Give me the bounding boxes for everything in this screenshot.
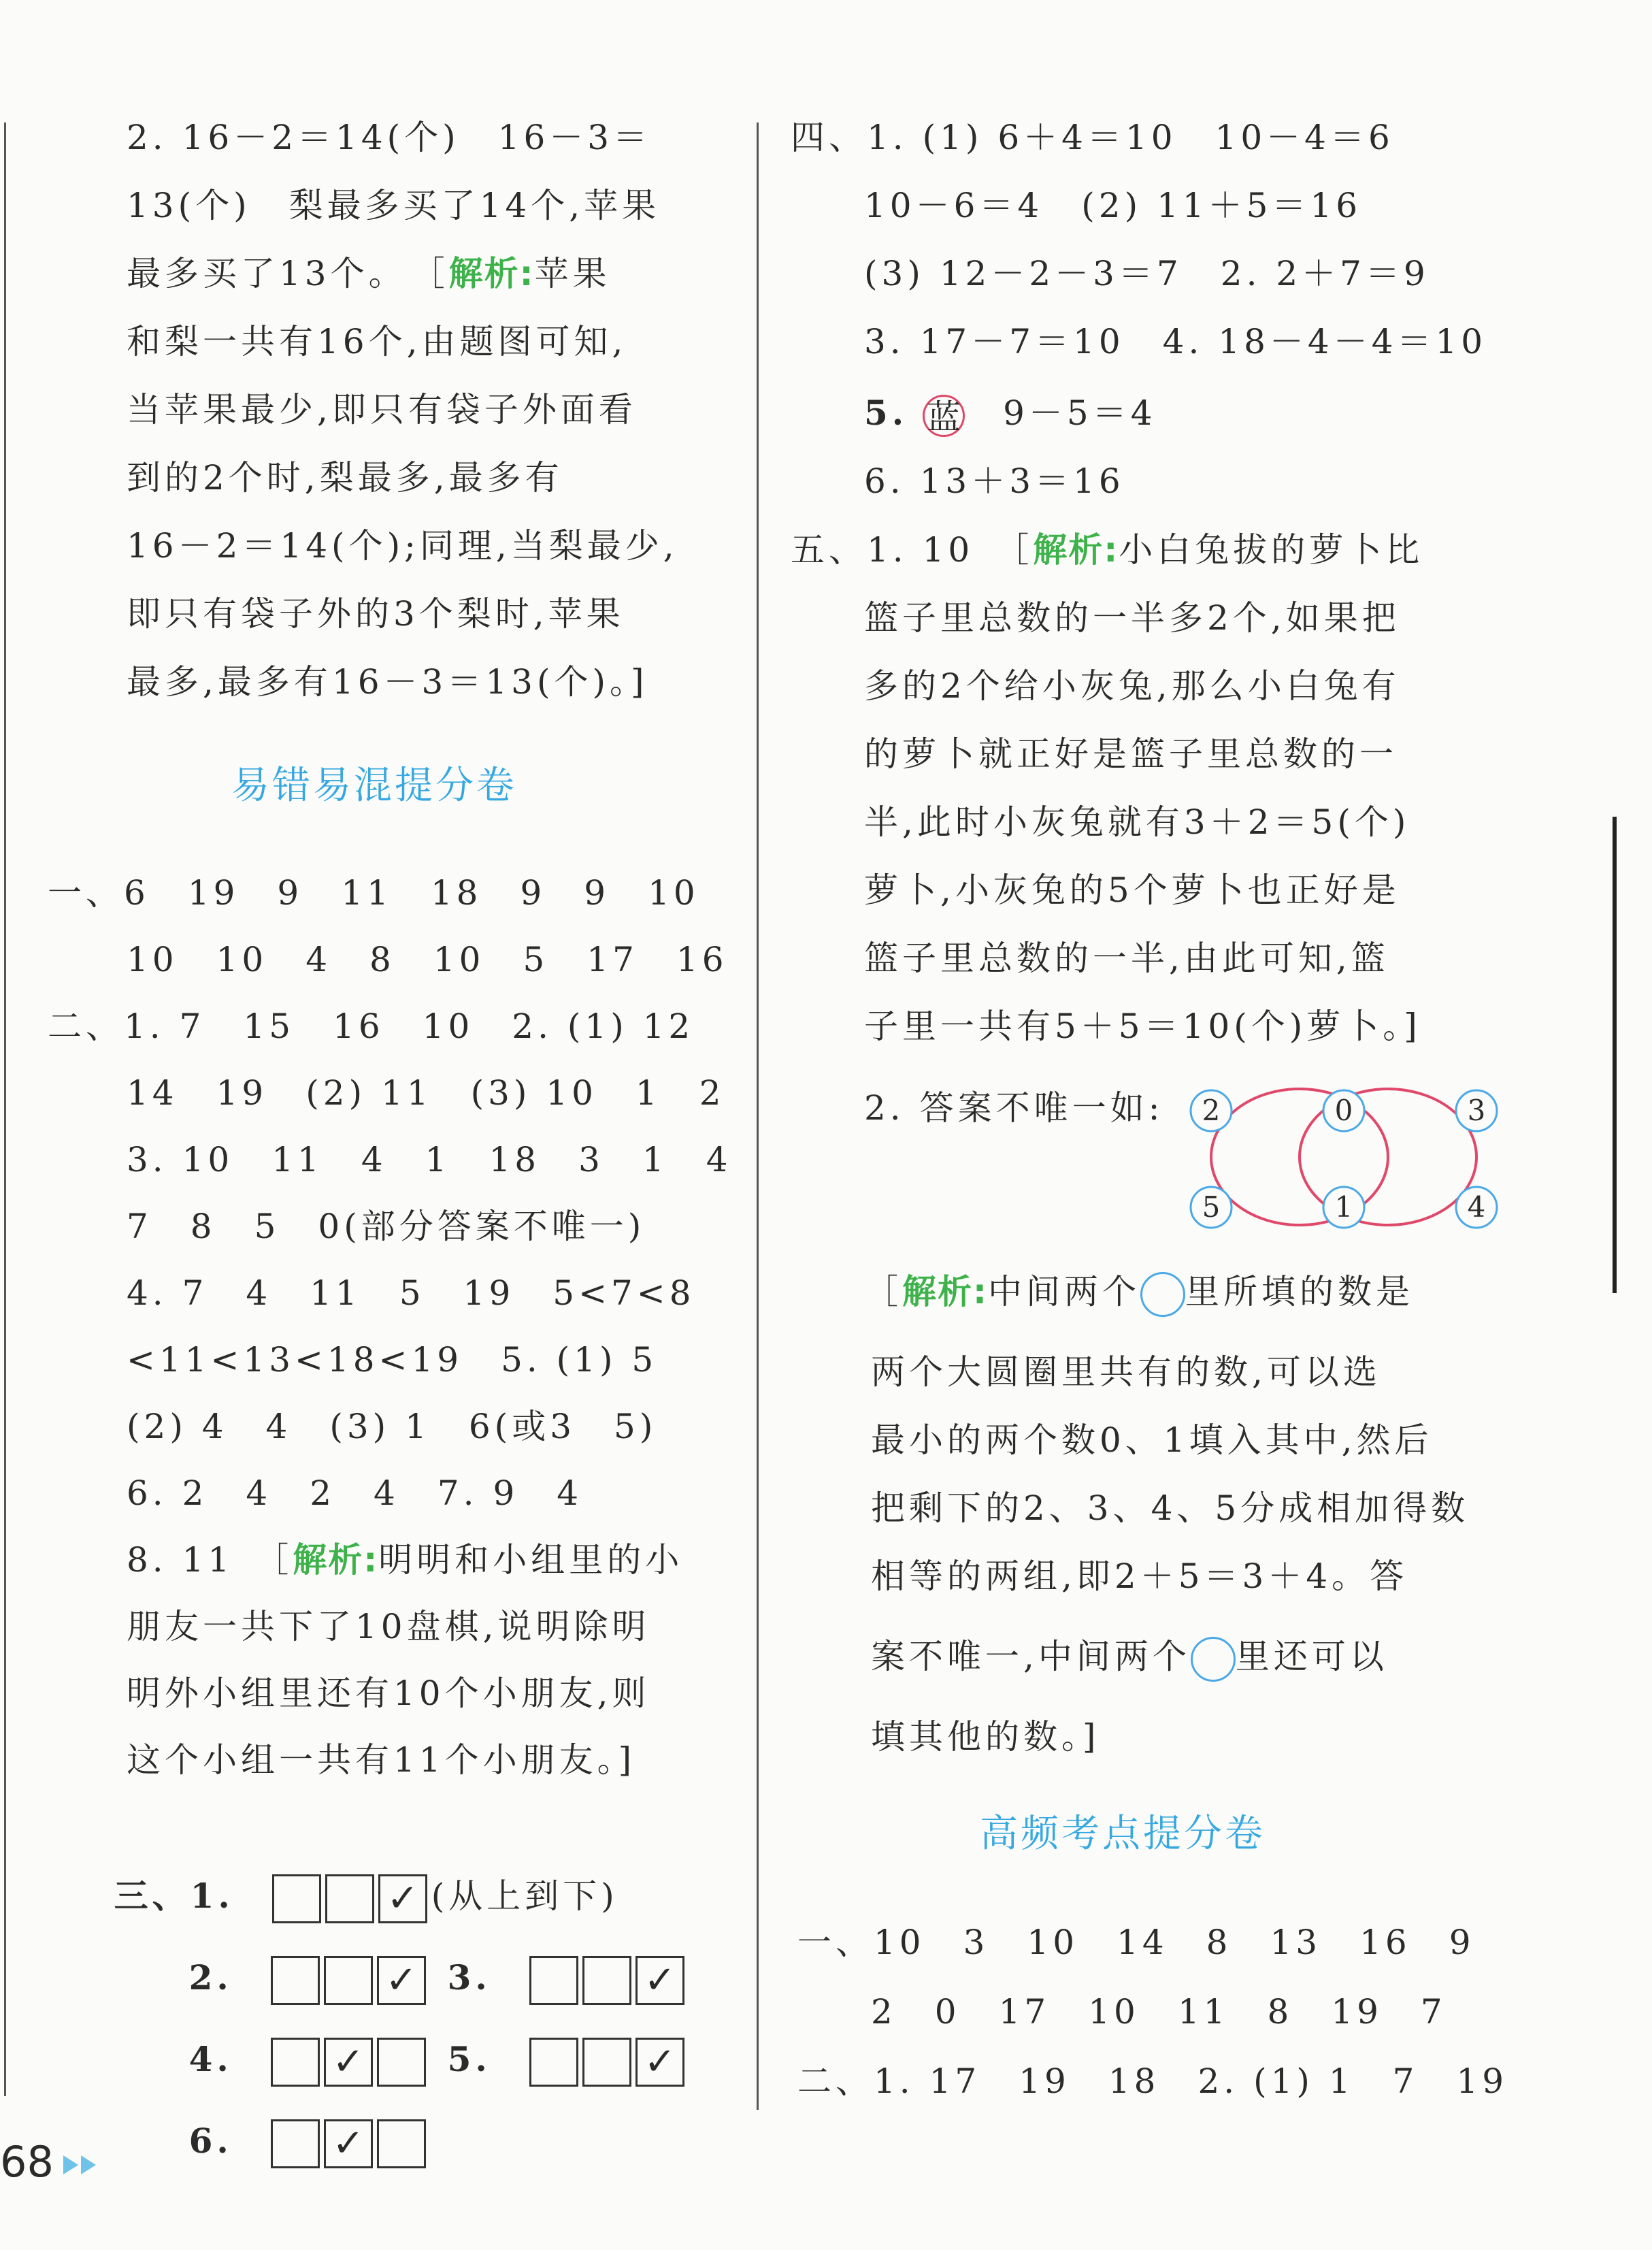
answer-line: 四、1. (1) 6＋4＝10 10－4＝6	[791, 118, 1394, 157]
ring-node	[1323, 1090, 1364, 1131]
answer-line: 明外小组里还有10个小朋友,则	[127, 1674, 650, 1713]
answer-line: 的萝卜就正好是篮子里总数的一	[864, 734, 1398, 774]
answer-line: 篮子里总数的一半,由此可知,篮	[864, 939, 1389, 978]
jiexi-label: 解析:	[293, 1540, 379, 1580]
circled-answer: 蓝	[923, 395, 965, 437]
answer-line: 五、1. 10 ［解析:小白兔拔的萝卜比	[791, 530, 1424, 570]
check-row-5: 5. ✓	[388, 1978, 689, 2141]
left-margin-line	[4, 123, 6, 2096]
check-box	[529, 2038, 578, 2087]
check-box: ✓	[324, 2119, 373, 2168]
check-box: ✓	[635, 2038, 684, 2087]
answer-line: 相等的两组,即2＋5＝3＋4。答	[871, 1556, 1408, 1596]
page-number: 68	[0, 2137, 54, 2187]
answer-line: 最多买了13个。 ［解析:苹果	[127, 254, 611, 293]
ring-node	[1456, 1090, 1497, 1131]
answer-line: (2) 4 4 (3) 1 6(或3 5)	[127, 1407, 657, 1446]
answer-line: 最小的两个数0、1填入其中,然后	[871, 1420, 1433, 1460]
answer-line: 2. 答案不唯一如:	[864, 1088, 1164, 1128]
answer-line: 多的2个给小灰兔,那么小白兔有	[864, 666, 1400, 706]
answer-line: 2 0 17 10 11 8 19 7	[871, 1992, 1447, 2032]
answer-line: 4. 7 4 11 5 19 5<7<8	[127, 1273, 695, 1313]
answer-line: 10－6＝4 (2) 11＋5＝16	[864, 186, 1362, 225]
section-title: 易错易混提分卷	[231, 764, 517, 808]
answer-line: 13(个) 梨最多买了14个,苹果	[127, 186, 661, 225]
answer-line: 子里一共有5＋5＝10(个)萝卜。]	[864, 1007, 1421, 1046]
ring-node	[1191, 1187, 1232, 1228]
column-divider	[757, 123, 759, 2110]
check-row-4: 4. ✓	[129, 1978, 430, 2141]
answer-line: 3. 17－7＝10 4. 18－4－4＝10	[864, 322, 1487, 361]
check-row-3: 3. ✓	[388, 1896, 689, 2059]
check-box	[582, 2038, 631, 2087]
check-row-1: 三、1. ✓ (从上到下)	[54, 1814, 618, 1978]
answer-line: 萝卜,小灰兔的5个萝卜也正好是	[864, 870, 1400, 910]
blank-circle-icon	[1191, 1637, 1236, 1682]
answer-line: 14 19 (2) 11 (3) 10 1 2	[127, 1073, 725, 1113]
answer-line: 两个大圆圈里共有的数,可以选	[871, 1352, 1381, 1392]
section-title: 高频考点提分卷	[980, 1812, 1266, 1856]
svg-text:2: 2	[1202, 1094, 1221, 1127]
ring-node	[1456, 1187, 1497, 1228]
answer-line: 篮子里总数的一半多2个,如果把	[864, 598, 1400, 638]
ring-node	[1191, 1090, 1232, 1131]
answer-line: 朋友一共下了10盘棋,说明除明	[127, 1607, 650, 1646]
jiexi-label: 解析:	[448, 254, 535, 293]
answer-line: 到的2个时,梨最多,最多有	[127, 458, 563, 498]
answer-line: 7 8 5 0(部分答案不唯一)	[127, 1207, 646, 1246]
arrow-icon	[81, 2155, 96, 2174]
answer-line: ［解析:中间两个 里所填的数是	[864, 1270, 1414, 1317]
svg-text:4: 4	[1467, 1190, 1486, 1224]
svg-text:3: 3	[1467, 1094, 1486, 1127]
answer-line: 二、1. 7 15 16 10 2. (1) 12	[48, 1007, 695, 1046]
answer-line: 和梨一共有16个,由题图可知,	[127, 322, 627, 361]
answer-line: 把剩下的2、3、4、5分成相加得数	[871, 1488, 1470, 1528]
answer-line: 6. 13＋3＝16	[864, 461, 1125, 501]
answer-line: 当苹果最少,即只有袋子外面看	[127, 390, 637, 429]
answer-line: 3. 10 11 4 1 18 3 1 4	[127, 1140, 732, 1179]
check-box	[271, 2119, 320, 2168]
answer-line: <11<13<18<19 5. (1) 5	[127, 1340, 658, 1380]
check-row-6: 6. ✓	[129, 2059, 430, 2223]
answer-line: 一、10 3 10 14 8 13 16 9	[797, 1923, 1475, 1962]
check-box	[377, 2119, 426, 2168]
answer-line: (3) 12－2－3＝7 2. 2＋7＝9	[864, 254, 1430, 293]
answer-line: 10 10 4 8 10 5 17 16	[127, 940, 728, 979]
check-box: ✓	[378, 1874, 427, 1923]
answer-line: 5. 蓝 9－5＝4	[864, 393, 1157, 437]
answer-line: 这个小组一共有11个小朋友。]	[127, 1740, 636, 1780]
answer-line: 最多,最多有16－3＝13(个)。]	[127, 662, 648, 702]
answer-line: 6. 2 4 2 4 7. 9 4	[127, 1473, 583, 1513]
jiexi-label: 解析:	[902, 1272, 988, 1311]
arrow-icon	[63, 2155, 78, 2174]
check-box: ✓	[635, 1956, 684, 2005]
blank-circle-icon	[1140, 1272, 1185, 1317]
answer-line: 2. 16－2＝14(个) 16－3＝	[127, 118, 652, 157]
svg-text:1: 1	[1334, 1190, 1353, 1224]
svg-text:0: 0	[1334, 1094, 1353, 1127]
check-row-2: 2. ✓	[129, 1896, 430, 2059]
answer-line: 即只有袋子外的3个梨时,苹果	[127, 594, 625, 634]
answer-line: 二、1. 17 19 18 2. (1) 1 7 19	[797, 2061, 1508, 2101]
answer-line: 一、6 19 9 11 18 9 9 10	[48, 873, 699, 913]
check-box: ✓	[377, 1956, 426, 2005]
page-footer	[0, 2137, 96, 2187]
answer-line: 填其他的数。]	[871, 1717, 1100, 1757]
answer-line: 半,此时小灰兔就有3＋2＝5(个)	[864, 802, 1410, 842]
scan-edge-mark	[1613, 817, 1617, 1293]
ring-diagram	[1184, 1077, 1538, 1240]
ring-node	[1323, 1187, 1364, 1228]
answer-line: 8. 11 ［解析:明明和小组里的小	[127, 1540, 684, 1580]
check-box: ✓	[324, 2038, 373, 2087]
svg-text:5: 5	[1202, 1190, 1221, 1224]
answer-line: 案不唯一,中间两个 里还可以	[871, 1635, 1388, 1682]
jiexi-label: 解析:	[1033, 530, 1119, 570]
answer-line: 16－2＝14(个);同理,当梨最少,	[127, 526, 678, 566]
